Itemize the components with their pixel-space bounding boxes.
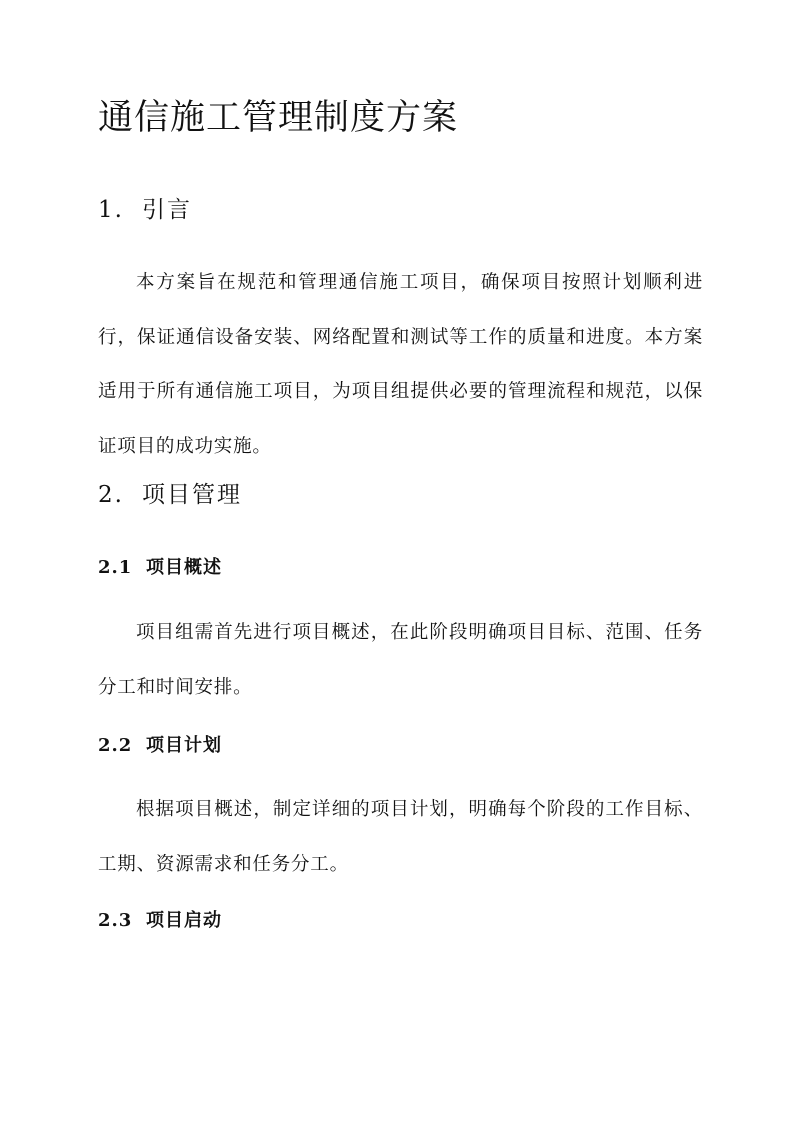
subsection-number: 2.1: [98, 557, 133, 578]
project-overview-paragraph: 项目组需首先进行项目概述，在此阶段明确项目目标、范围、任务分工和时间安排。: [98, 622, 703, 698]
project-plan-paragraph: 根据项目概述，制定详细的项目计划，明确每个阶段的工作目标、工期、资源需求和任务分工。: [98, 799, 703, 875]
subsection-number: 2.3: [98, 910, 133, 931]
section-title: 引言: [142, 197, 192, 223]
introduction-paragraph: 本方案旨在规范和管理通信施工项目，确保项目按照计划顺利进行，保证通信设备安装、网络配置和测试等工作的质量和进度。本方案适用于所有通信施工项目，为项目组提供必要的管理流程和规范，以保证项目的成功实施。: [98, 272, 703, 457]
subsection-title: 项目概述: [146, 557, 222, 578]
document-title: 通信施工管理制度方案: [98, 98, 459, 138]
section-number: 1.: [98, 197, 124, 223]
section-number: 2.: [98, 482, 124, 508]
section-heading-introduction: [98, 194, 192, 226]
subsection-title: 项目计划: [146, 735, 222, 756]
subsection-number: 2.2: [98, 735, 133, 756]
section-heading-project-management: [98, 479, 242, 511]
subsection-heading-project-kickoff: [98, 908, 222, 934]
section-title: 项目管理: [142, 482, 242, 508]
subsection-heading-project-plan: [98, 733, 222, 759]
subsection-title: 项目启动: [146, 910, 222, 931]
subsection-heading-project-overview: [98, 555, 222, 581]
